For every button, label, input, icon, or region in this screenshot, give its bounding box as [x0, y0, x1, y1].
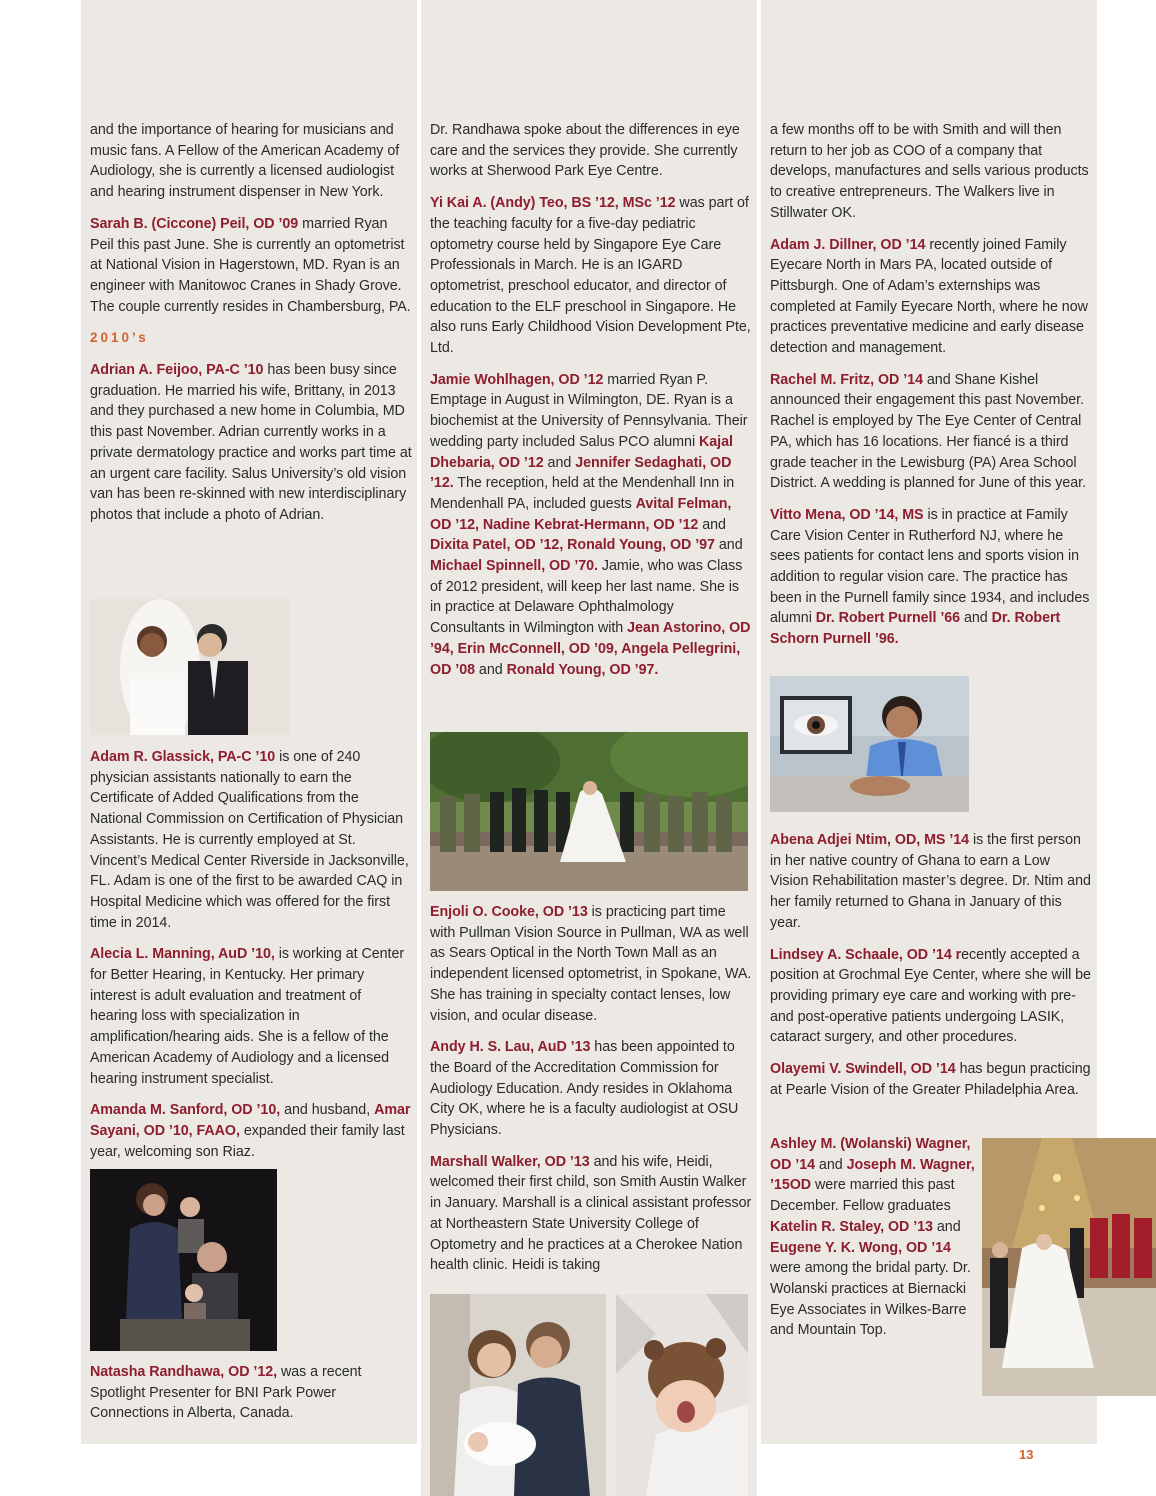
paragraph-text: ecently accepted a position at Grochmal Eye Center, where she will be providing primary eye care and working with pre- and post-operative patients undergoing LASIK, cataract surgery, and other procedures. [770, 946, 1091, 1046]
alumni-name: Katelin R. Staley, OD ’13 [770, 1218, 933, 1235]
baby-in-bear-hat-photo [616, 1294, 748, 1496]
alumni-name: Rachel M. Fritz, OD ’14 [770, 371, 923, 388]
paragraph [90, 747, 412, 933]
wedding-photo [90, 599, 289, 735]
paragraph [430, 1152, 752, 1276]
alumni-name: Avital Felman, OD ’12, Nadine Kebrat-Hermann, OD ’12 [430, 495, 732, 533]
alumni-name: Joseph M. Wagner, ’15OD [770, 1156, 975, 1194]
paragraph-text: and [714, 537, 743, 554]
column-1-text-upper [90, 120, 412, 537]
paragraph [770, 235, 1092, 359]
paragraph [770, 945, 1092, 1049]
paragraph-text: and Shane Kishel announced their engagement this past November. Rachel is employed by The Eye Center of Central PA, which has 16 locations. Her fiancé is a third grade teacher in the Lewisburg (PA) Area School District. A wedding is planned for June of this year. [770, 371, 1087, 492]
column-3-text-lower [770, 830, 1092, 1111]
paragraph [430, 370, 752, 681]
alumni-name: Ronald Young, OD ’97. [506, 661, 659, 678]
column-2-text-upper [430, 120, 752, 691]
paragraph-text: is working at Center for Better Hearing, in Kentucky. Her primary interest is adult evaluation and treatment of hearing loss with specialization in amplification/hearing aids. She is a fellow of the American Academy of Audiology and a licensed hearing instrument specialist. [90, 946, 405, 1087]
alumni-name: Jennifer Sedaghati, OD ’12. [430, 454, 732, 492]
wedding-party-photo [430, 732, 748, 891]
paragraph-text: and [475, 661, 507, 678]
paragraph-text: and [543, 454, 576, 471]
paragraph [90, 360, 412, 526]
paragraph [770, 1059, 1092, 1100]
alumni-name: Andy H. S. Lau, AuD ’13 [430, 1039, 591, 1056]
alumni-name: Marshall Walker, OD ’13 [430, 1153, 590, 1170]
paragraph [90, 214, 412, 318]
alumni-name: Amar Sayani, OD ’10, FAAO, [90, 1102, 411, 1139]
alumni-name: Dr. Robert Purnell ’66 [815, 610, 961, 627]
paragraph [430, 193, 752, 359]
paragraph-text: and [932, 1218, 961, 1235]
paragraph [770, 1134, 978, 1341]
alumni-name: Adrian A. Feijoo, PA-C ’10 [90, 362, 264, 379]
alumni-name: Adam J. Dillner, OD ’14 [770, 236, 926, 253]
column-2 [421, 0, 757, 1496]
alumni-name: Jamie Wohlhagen, OD ’12 [430, 371, 604, 388]
column-1-text-middle [90, 747, 412, 1173]
column-3-text-upper [770, 120, 1092, 650]
paragraph-text: and [815, 1156, 847, 1173]
alumni-name: Ashley M. (Wolanski) Wagner, OD ’14 [770, 1136, 971, 1173]
alumni-name: Olayemi V. Swindell, OD ’14 [770, 1061, 956, 1078]
paragraph-text: expanded their family last year, welcoming son Riaz. [90, 1122, 405, 1160]
paragraph-text: were among the bridal party. Dr. Wolanski practices at Biernacki Eye Associates in Wilkes-Barre and Mountain Top. [770, 1260, 971, 1339]
paragraph-text: married Ryan Peil this past June. She is currently an optometrist at National Vision in Hagerstown, MD. Ryan is an engineer with Manitowoc Cranes in Shady Grove. The couple currently resides in Chambersburg, PA. [90, 215, 411, 315]
page-number: 13 [1019, 1447, 1034, 1462]
paragraph-text: is practicing part time with Pullman Vision Source in Pullman, WA as well as Sears Optical in the North Town Mall as an independent licensed optometrist, in Spokane, WA. She has training in specialty contact lenses, low vision, and ocular disease. [430, 904, 752, 1024]
alumni-name: Dixita Patel, OD ’12, Ronald Young, OD ’97 [430, 537, 715, 554]
paragraph-text: and his wife, Heidi, welcomed their first child, son Smith Austin Walker in January. Marshall is a clinical assistant professor at Northeastern State University College of Optometry and he practices at a Cherokee Nation health clinic. Heidi is taking [430, 1153, 752, 1274]
paragraph: and the importance of hearing for musicians and music fans. A Fellow of the American Academy of Audiology, she is currently a licensed audiologist and hearing instrument dispenser in New York. [90, 122, 400, 201]
paragraph-text: has been busy since graduation. He married his wife, Brittany, in 2013 and they purchased a new home in Columbia, MD this past November. Adrian currently works in a private dermatology practice and works part time at an urgent care facility. Salus University’s old vision van has been re-skinned with new interdisciplinary photos that include a photo of Adrian. [90, 362, 412, 523]
paragraph [770, 505, 1092, 650]
alumni-name: Sarah B. (Ciccone) Peil, OD ’09 [90, 215, 299, 232]
column-3-text-wagner [770, 1134, 978, 1352]
alumni-name: Michael Spinnell, OD ’70. [430, 558, 598, 575]
paragraph-text: married Ryan P. Emptage in August in Wilmington, DE. Ryan is a biochemist at the University of Pennsylvania. Their wedding party included Salus PCO alumni [430, 371, 748, 450]
paragraph-text: The reception, held at the Mendenhall Inn in Mendenhall PA, included guests [430, 475, 735, 512]
paragraph-text: is one of 240 physician assistants nationally to earn the Certificate of Added Qualifications from the National Commission on Certification of Physician Assistants. He is currently employed at St. Vincent’s Medical Center Riverside in Jacksonville, FL. Adam is one of the first to be awarded CAQ in Hospital Medicine which was offered for the first time in 2014. [90, 749, 409, 931]
alumni-name: Dr. Robert Schorn Purnell ’96. [770, 610, 1061, 648]
alumni-name: Alecia L. Manning, AuD ’10, [90, 946, 275, 963]
paragraph-text: and [698, 516, 726, 533]
paragraph-text: is in practice at Family Care Vision Center in Rutherford NJ, where he sees patients for contact lens and sports vision in addition to regular vision care. The practice has been in the Purnell family since 1934, and includes alumni [770, 506, 1090, 627]
paragraph-text: were married this past December. Fellow graduates [770, 1177, 955, 1215]
paragraph-text: recently joined Family Eyecare North in Mars PA, located outside of Pittsburgh. One of Adam’s externships was completed at Family Eyecare North, where he now practices preventative medicine and early disease detection and management. [770, 236, 1088, 357]
paragraph-text: has been appointed to the Board of the Accreditation Commission for Audiology Education. Andy resides in Oklahoma City OK, where he is a faculty audiologist at OSU Physicians. [430, 1039, 739, 1139]
paragraph-text: and husband, [280, 1102, 375, 1119]
alumni-name: Natasha Randhawa, OD ’12, [90, 1364, 278, 1380]
paragraph [770, 830, 1092, 934]
alumni-name: Adam R. Glassick, PA-C ’10 [90, 749, 276, 765]
paragraph: Dr. Randhawa spoke about the differences in eye care and the services they provide. She currently works at Sherwood Park Eye Centre. [430, 122, 740, 180]
alumni-name: Amanda M. Sanford, OD ’10, [90, 1102, 281, 1119]
alumni-name: Eugene Y. K. Wong, OD ’14 [770, 1239, 951, 1256]
parents-with-baby-photo [430, 1294, 606, 1496]
alumni-name: Lindsey A. Schaale, OD ’14 r [770, 946, 962, 963]
paragraph [90, 1100, 412, 1162]
alumni-name: Yi Kai A. (Andy) Teo, BS ’12, MSc ’12 [430, 195, 676, 212]
optometrist-at-computer-photo [770, 676, 969, 812]
paragraph-text: was a recent Spotlight Presenter for BNI Park Power Connections in Alberta, Canada. [90, 1364, 362, 1422]
alumni-name: Kajal Dhebaria, OD ’12 [430, 433, 733, 471]
paragraph [430, 1037, 752, 1141]
paragraph-text: Jamie, who was Class of 2012 president, will keep her last name. She is in practice at Delaware Ophthalmology Consultants in Wilmington with [430, 558, 743, 637]
column-2-text-lower [430, 902, 752, 1287]
paragraph [770, 370, 1092, 494]
alumni-name: Vitto Mena, OD ’14, MS [770, 506, 924, 523]
staircase-wedding-photo [982, 1138, 1156, 1396]
paragraph [90, 944, 412, 1089]
paragraph-text: has begun practicing at Pearle Vision of the Greater Philadelphia Area. [770, 1061, 1091, 1098]
alumni-name: Jean Astorino, OD ’94, Erin McConnell, OD ’09, Angela Pellegrini, OD ’08 [430, 620, 751, 678]
column-1 [81, 0, 417, 1444]
paragraph [90, 1362, 412, 1424]
paragraph-text: was part of the teaching faculty for a five-day pediatric optometry course held by Singapore Eye Care Professionals in March. He is an IGARD optometrist, preschool educator, and director of education to the ELF preschool in Singapore. He also runs Early Childhood Vision Development Pte, Ltd. [430, 195, 751, 357]
alumni-name: Enjoli O. Cooke, OD ’13 [430, 904, 588, 920]
paragraph [430, 902, 752, 1026]
paragraph: a few months off to be with Smith and will then return to her job as COO of a company that develops, manufactures and sells various products to creative entrepreneurs. The Walkers live in Stillwater OK. [770, 122, 1089, 221]
paragraph-text: and [960, 610, 992, 627]
alumni-name: Abena Adjei Ntim, OD, MS ’14 [770, 832, 970, 848]
section-heading: 2010’s [90, 330, 149, 346]
family-photo [90, 1169, 277, 1351]
paragraph-text: is the first person in her native country of Ghana to earn a Low Vision Rehabilitation master’s degree. Dr. Ntim and her family returned to Ghana in January of this year. [770, 832, 1091, 931]
column-1-text-lower [90, 1362, 412, 1435]
